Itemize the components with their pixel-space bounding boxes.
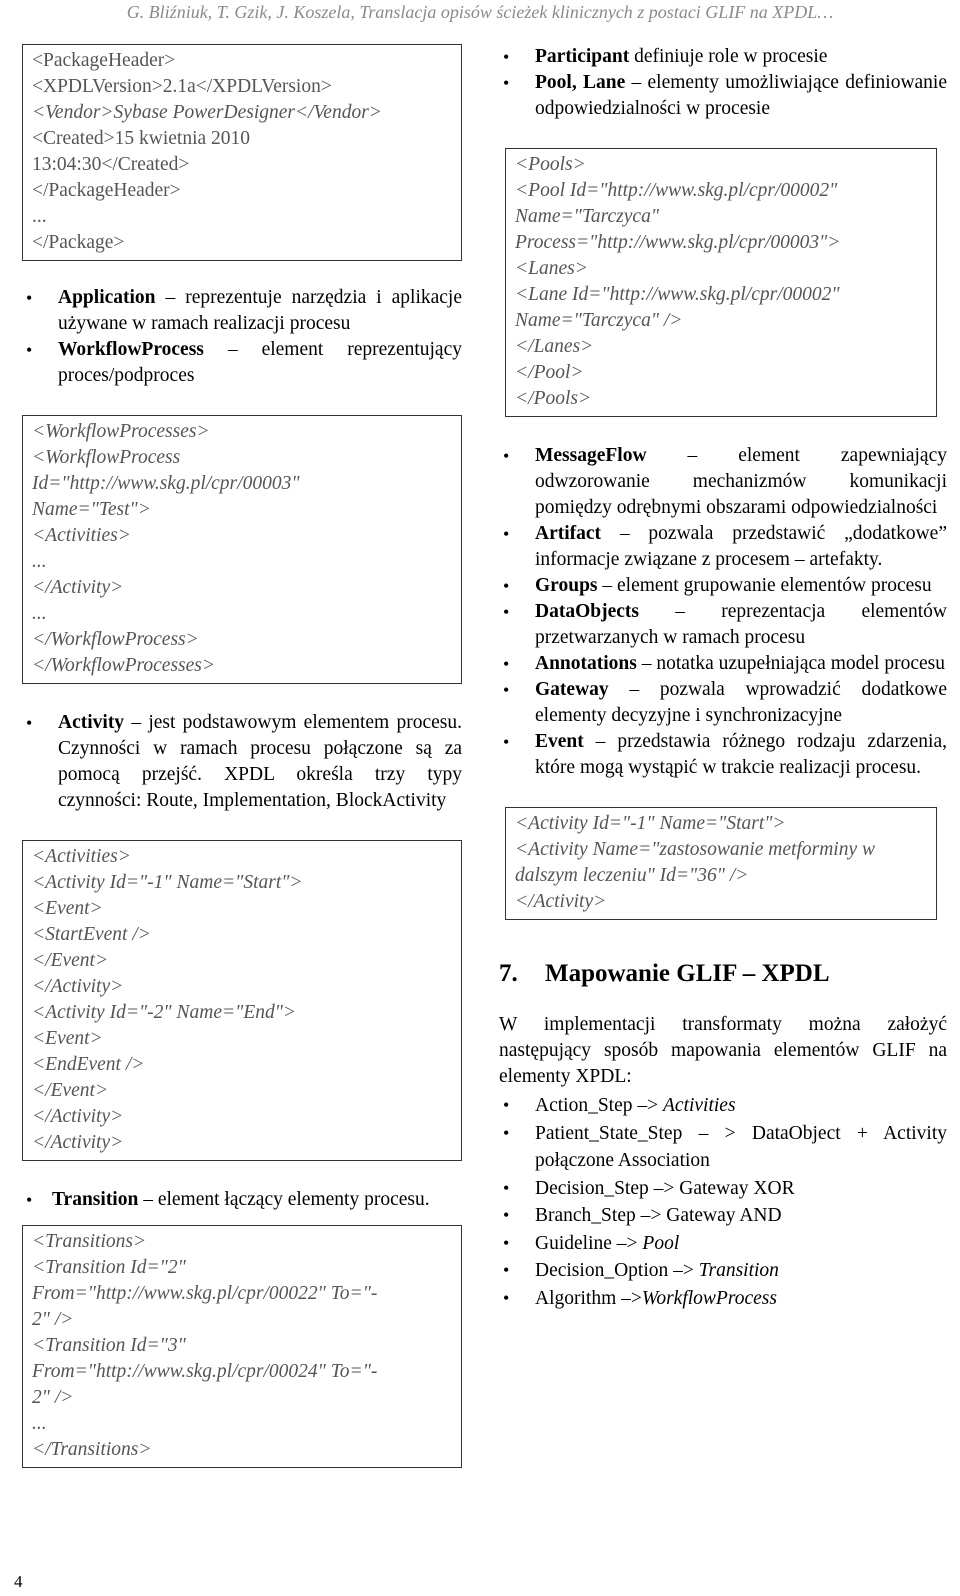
term: Groups [535,575,598,596]
right-column [499,44,947,1312]
code-line: ... [32,603,47,624]
bullet-list-transition [22,1187,462,1213]
bullet-list-application [22,285,462,389]
code-line: <Lanes> [515,258,588,279]
dash: – [131,712,142,733]
term: Gateway [535,679,609,700]
code-line: Name="Tarczyca" /> [515,310,683,331]
code-line: <Vendor>Sybase PowerDesigner</Vendor> [32,102,382,123]
term: Event [535,731,584,752]
section-heading [499,958,947,990]
code-line: </Transitions> [32,1439,152,1460]
list-item [499,44,947,70]
dash: – [629,679,640,700]
code-line: </Activity> [32,976,124,997]
code-line: <WorkflowProcess [32,447,181,468]
term: WorkflowProcess [58,339,204,360]
running-head: G. Bliźniuk, T. Gzik, J. Koszela, Translacja opisów ścieżek klinicznych z postaci GLIF na XPDL… [126,2,834,22]
code-line: <Transitions> [32,1231,147,1252]
glif-element: Guideline [535,1232,612,1254]
code-line: </WorkflowProcess> [32,629,199,650]
dash: – [675,601,685,622]
definition: element zapewniający odwzorowanie mechanizmów komunikacji pomiędzy odrębnymi obszarami odpowiedzialności [535,445,947,518]
code-line: <Activity Id="-1" Name="Start"> [515,813,786,834]
code-line: ... [32,551,47,572]
code-line: Process="http://www.skg.pl/cpr/00003"> [515,232,841,253]
glif-element: Algorithm [535,1287,617,1309]
mapping-intro-paragraph: W implementacji transformaty można założyć następujący sposób mapowania elementów GLIF na elementy XPDL: [499,1014,947,1087]
dash: – [687,445,698,466]
term: Pool, Lane [535,72,626,93]
code-line: Id="http://www.skg.pl/cpr/00003" [32,473,300,494]
dash: – [227,339,238,360]
list-item [499,443,947,521]
xpdl-element: WorkflowProcess [641,1287,777,1309]
mapping-item [499,1257,947,1285]
code-line: From="http://www.skg.pl/cpr/00024" To="- [32,1361,378,1382]
glif-element: Decision_Option [535,1260,669,1281]
page-number: 4 [14,1572,23,1591]
arrow: –> [635,1205,667,1226]
package-header-code [22,44,462,261]
list-item [499,521,947,573]
list-item [499,599,947,651]
definition: pozwala wprowadzić dodatkowe elementy decyzyjne i synchronizacyjne [535,679,948,726]
section-number: 7. [499,960,518,987]
dash: – [619,523,630,544]
code-line: <Pool Id="http://www.skg.pl/cpr/00002" [515,180,838,201]
list-item [499,651,947,677]
code-line: <Transition Id="2" [32,1257,186,1278]
code-line: </PackageHeader> [32,180,181,201]
activity-start-code [505,807,937,920]
code-line: </Package> [32,232,125,253]
list-item [22,1187,462,1213]
definition: definiuje role w procesie [634,46,828,67]
xpdl-element: Gateway AND [666,1205,782,1226]
definition: jest podstawowym elementem procesu. Czynności w ramach procesu połączone są za pomocą przejść. XPDL określa trzy typy czynności: Route, Implementation, BlockActivity [58,712,463,811]
code-line: <Lane Id="http://www.skg.pl/cpr/00002" [515,284,840,305]
section-title: Mapowanie GLIF – XPDL [545,960,830,987]
code-line: <XPDLVersion>2.1a</XPDLVersion> [32,76,332,97]
arrow: – > [682,1122,752,1144]
term: MessageFlow [535,445,647,466]
definition: reprezentuje narzędzia i aplikacje używane w ramach realizacji procesu [58,287,463,334]
definition: elementy umożliwiające definiowanie odpowiedzialności w procesie [535,72,947,119]
definition: notatka uzupełniająca model procesu [656,653,945,674]
list-item [499,677,947,729]
code-line: <Activity Id="-2" Name="End"> [32,1002,297,1023]
code-line: <Activities> [32,525,131,546]
xpdl-element: DataObject + Activity połączone Association [535,1122,947,1171]
mapping-list [499,1092,947,1312]
code-line: </Lanes> [515,336,594,357]
code-line: </Event> [32,950,109,971]
code-line: </Event> [32,1080,109,1101]
mapping-item [499,1230,947,1258]
list-item [499,573,947,599]
dash: – [165,287,176,308]
term: Participant [535,46,630,67]
glif-element: Decision_Step [535,1177,649,1199]
mapping-item [499,1202,947,1230]
glif-element: Branch_Step [535,1205,636,1226]
arrow: –> [611,1232,643,1254]
code-line: <Created>15 kwietnia 2010 [32,128,251,149]
code-line: <Activities> [32,846,131,867]
code-line: Name="Test"> [32,499,151,520]
arrow: –> [648,1177,680,1199]
xpdl-element: Pool [642,1232,680,1254]
list-item [499,70,947,122]
arrow: –> [632,1095,663,1116]
code-line: </Activity> [32,1132,124,1153]
mapping-item [499,1285,947,1313]
transitions-code [22,1225,462,1468]
dash: – [631,72,642,93]
code-line: <PackageHeader> [32,50,176,71]
glif-element: Patient_State_Step [535,1122,683,1144]
pools-code [505,148,937,417]
code-line: <Event> [32,1028,103,1049]
bullet-list-participant [499,44,947,122]
mapping-item [499,1175,947,1203]
code-line: </Pools> [515,388,592,409]
code-line: </Activity> [32,1106,124,1127]
code-line: </WorkflowProcesses> [32,655,216,676]
term: Annotations [535,653,637,674]
code-line: 2" /> [32,1387,74,1408]
definition: element grupowanie elementów procesu [617,575,932,596]
list-item [22,337,462,389]
dash: – [143,1189,153,1210]
activities-code [22,840,462,1161]
code-line: <WorkflowProcesses> [32,421,210,442]
code-line: <Transition Id="3" [32,1335,186,1356]
term: Application [58,287,156,308]
code-line: </Activity> [32,577,124,598]
code-line: 13:04:30</Created> [32,154,190,175]
code-line: <EndEvent /> [32,1054,145,1075]
code-line: </Activity> [515,891,607,912]
list-item [499,729,947,781]
code-line: </Pool> [515,362,584,383]
glif-element: Action_Step [535,1095,633,1116]
definition: element reprezentujący proces/podproces [58,339,462,386]
arrow: –> [668,1260,699,1281]
mapping-item [499,1092,947,1120]
code-line: <Activity Name="zastosowanie metforminy w dalszym leczeniu" Id="36" /> [515,839,876,886]
code-line: From="http://www.skg.pl/cpr/00022" To="- [32,1283,378,1304]
list-item [22,285,462,337]
xpdl-element: Activities [663,1095,736,1116]
workflow-processes-code [22,415,462,684]
code-line: <Event> [32,898,103,919]
bullet-list-activity [22,710,462,814]
code-line: Name="Tarczyca" [515,206,660,227]
xpdl-element: Gateway XOR [679,1177,795,1199]
arrow: –> [616,1287,642,1309]
term: DataObjects [535,601,639,622]
term: Transition [52,1189,139,1210]
xpdl-element: Transition [698,1260,779,1281]
mapping-item [499,1120,947,1175]
dash: – [641,653,652,674]
term: Artifact [535,523,602,544]
definition: reprezentacja elementów przetwarzanych w ramach procesu [535,601,947,648]
code-line: ... [32,206,47,227]
code-line: <StartEvent /> [32,924,151,945]
code-line: <Activity Id="-1" Name="Start"> [32,872,303,893]
definition: przedstawia różnego rodzaju zdarzenia, które mogą wystąpić w trakcie realizacji procesu. [535,731,947,778]
term: Activity [58,712,125,733]
dash: – [595,731,606,752]
definition: pozwala przedstawić „dodatkowe” informacje związane z procesem – artefakty. [535,523,947,570]
bullet-list-messageflow [499,443,947,781]
code-line: <Pools> [515,154,586,175]
list-item [22,710,462,814]
code-line: ... [32,1413,47,1434]
definition: element łączący elementy procesu. [157,1189,430,1210]
left-column [22,44,462,1468]
dash: – [602,575,613,596]
code-line: 2" /> [32,1309,74,1330]
